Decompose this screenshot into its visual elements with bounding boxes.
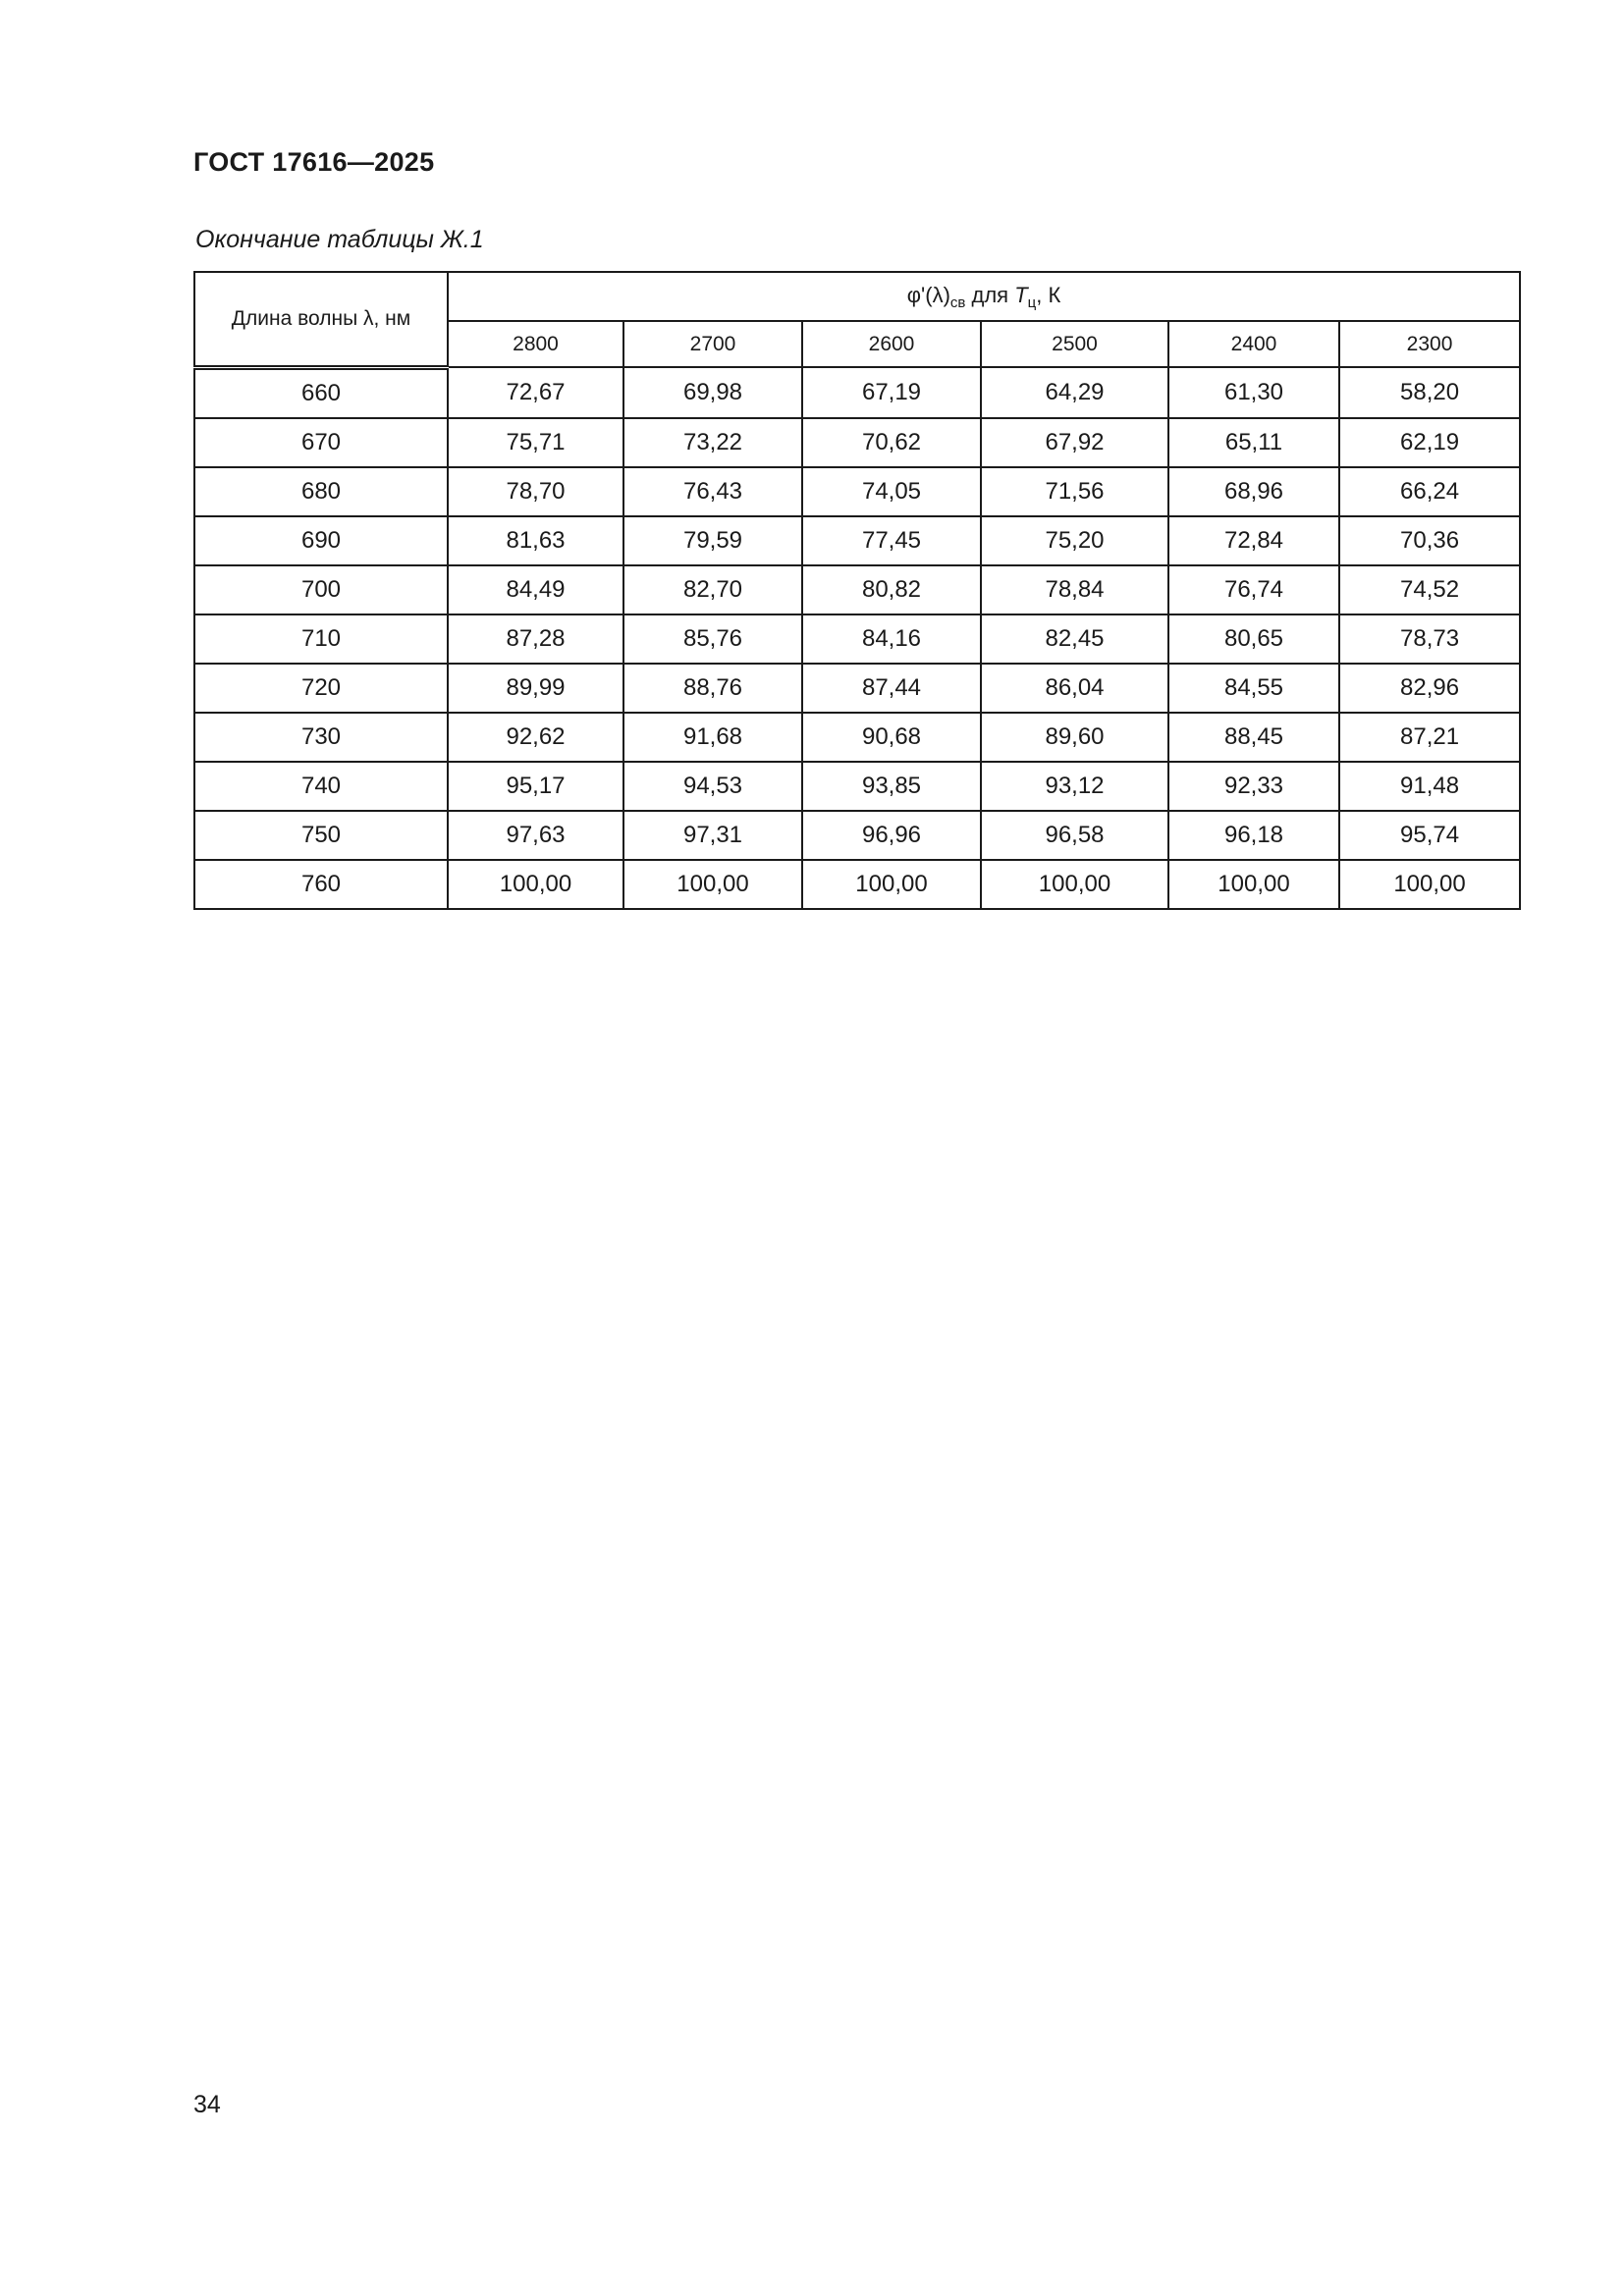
value-cell: 71,56 — [981, 467, 1168, 516]
column-header: 2800 — [448, 321, 623, 367]
wavelength-cell: 730 — [194, 713, 448, 762]
column-header: 2300 — [1339, 321, 1520, 367]
table-row — [194, 367, 1520, 418]
table-row — [194, 811, 1520, 860]
value-cell: 97,31 — [623, 811, 802, 860]
value-cell: 89,60 — [981, 713, 1168, 762]
column-header: 2700 — [623, 321, 802, 367]
value-cell: 58,20 — [1339, 367, 1520, 418]
table-row — [194, 664, 1520, 713]
wavelength-cell: 690 — [194, 516, 448, 565]
value-cell: 93,12 — [981, 762, 1168, 811]
value-cell: 68,96 — [1168, 467, 1339, 516]
value-cell: 66,24 — [1339, 467, 1520, 516]
wavelength-cell: 700 — [194, 565, 448, 614]
value-cell: 88,76 — [623, 664, 802, 713]
value-cell: 96,18 — [1168, 811, 1339, 860]
group-header-middle: для — [965, 282, 1015, 307]
table-row — [194, 516, 1520, 565]
wavelength-cell: 760 — [194, 860, 448, 909]
value-cell: 75,71 — [448, 418, 623, 467]
value-cell: 69,98 — [623, 367, 802, 418]
table-row — [194, 713, 1520, 762]
temperature-symbol: T — [1014, 282, 1028, 307]
value-cell: 82,45 — [981, 614, 1168, 664]
value-cell: 62,19 — [1339, 418, 1520, 467]
value-cell: 61,30 — [1168, 367, 1339, 418]
value-cell: 88,45 — [1168, 713, 1339, 762]
table-row — [194, 418, 1520, 467]
wavelength-cell: 670 — [194, 418, 448, 467]
value-cell: 95,74 — [1339, 811, 1520, 860]
value-cell: 78,84 — [981, 565, 1168, 614]
value-cell: 84,49 — [448, 565, 623, 614]
wavelength-cell: 710 — [194, 614, 448, 664]
value-cell: 70,36 — [1339, 516, 1520, 565]
temperature-subscript: ц — [1027, 294, 1037, 311]
value-cell: 64,29 — [981, 367, 1168, 418]
value-cell: 100,00 — [802, 860, 981, 909]
value-cell: 79,59 — [623, 516, 802, 565]
value-cell: 80,82 — [802, 565, 981, 614]
value-cell: 95,17 — [448, 762, 623, 811]
data-table — [193, 271, 1521, 910]
value-cell: 100,00 — [981, 860, 1168, 909]
document-header: ГОСТ 17616—2025 — [193, 147, 435, 177]
value-cell: 76,43 — [623, 467, 802, 516]
table-row — [194, 762, 1520, 811]
column-header: 2600 — [802, 321, 981, 367]
value-cell: 92,33 — [1168, 762, 1339, 811]
value-cell: 82,96 — [1339, 664, 1520, 713]
wavelength-cell: 680 — [194, 467, 448, 516]
table-row — [194, 565, 1520, 614]
value-cell: 86,04 — [981, 664, 1168, 713]
value-cell: 87,44 — [802, 664, 981, 713]
value-cell: 94,53 — [623, 762, 802, 811]
temperature-group-header — [448, 272, 1520, 321]
value-cell: 78,73 — [1339, 614, 1520, 664]
column-header: 2500 — [981, 321, 1168, 367]
value-cell: 72,67 — [448, 367, 623, 418]
value-cell: 100,00 — [448, 860, 623, 909]
value-cell: 74,52 — [1339, 565, 1520, 614]
value-cell: 81,63 — [448, 516, 623, 565]
table-body — [194, 367, 1520, 909]
value-cell: 67,92 — [981, 418, 1168, 467]
header-row-group — [194, 272, 1520, 321]
wavelength-cell: 660 — [194, 367, 448, 418]
column-header: 2400 — [1168, 321, 1339, 367]
wavelength-cell: 720 — [194, 664, 448, 713]
wavelength-header: Длина волны λ, нм — [194, 272, 448, 367]
value-cell: 87,28 — [448, 614, 623, 664]
phi-subscript: св — [949, 294, 966, 311]
group-header-unit: , К — [1036, 282, 1061, 307]
value-cell: 97,63 — [448, 811, 623, 860]
phi-symbol: φ'(λ) — [906, 282, 950, 307]
table-row — [194, 860, 1520, 909]
value-cell: 84,55 — [1168, 664, 1339, 713]
value-cell: 75,20 — [981, 516, 1168, 565]
value-cell: 78,70 — [448, 467, 623, 516]
value-cell: 100,00 — [1168, 860, 1339, 909]
value-cell: 100,00 — [1339, 860, 1520, 909]
value-cell: 76,74 — [1168, 565, 1339, 614]
value-cell: 87,21 — [1339, 713, 1520, 762]
value-cell: 77,45 — [802, 516, 981, 565]
table-caption: Окончание таблицы Ж.1 — [195, 226, 484, 253]
value-cell: 92,62 — [448, 713, 623, 762]
value-cell: 73,22 — [623, 418, 802, 467]
value-cell: 91,48 — [1339, 762, 1520, 811]
wavelength-cell: 740 — [194, 762, 448, 811]
value-cell: 85,76 — [623, 614, 802, 664]
value-cell: 82,70 — [623, 565, 802, 614]
table-row — [194, 614, 1520, 664]
value-cell: 96,58 — [981, 811, 1168, 860]
value-cell: 91,68 — [623, 713, 802, 762]
value-cell: 74,05 — [802, 467, 981, 516]
value-cell: 65,11 — [1168, 418, 1339, 467]
value-cell: 84,16 — [802, 614, 981, 664]
value-cell: 90,68 — [802, 713, 981, 762]
value-cell: 93,85 — [802, 762, 981, 811]
value-cell: 72,84 — [1168, 516, 1339, 565]
value-cell: 80,65 — [1168, 614, 1339, 664]
value-cell: 89,99 — [448, 664, 623, 713]
page-number: 34 — [193, 2091, 221, 2118]
table-row — [194, 467, 1520, 516]
value-cell: 70,62 — [802, 418, 981, 467]
value-cell: 96,96 — [802, 811, 981, 860]
value-cell: 100,00 — [623, 860, 802, 909]
value-cell: 67,19 — [802, 367, 981, 418]
wavelength-cell: 750 — [194, 811, 448, 860]
